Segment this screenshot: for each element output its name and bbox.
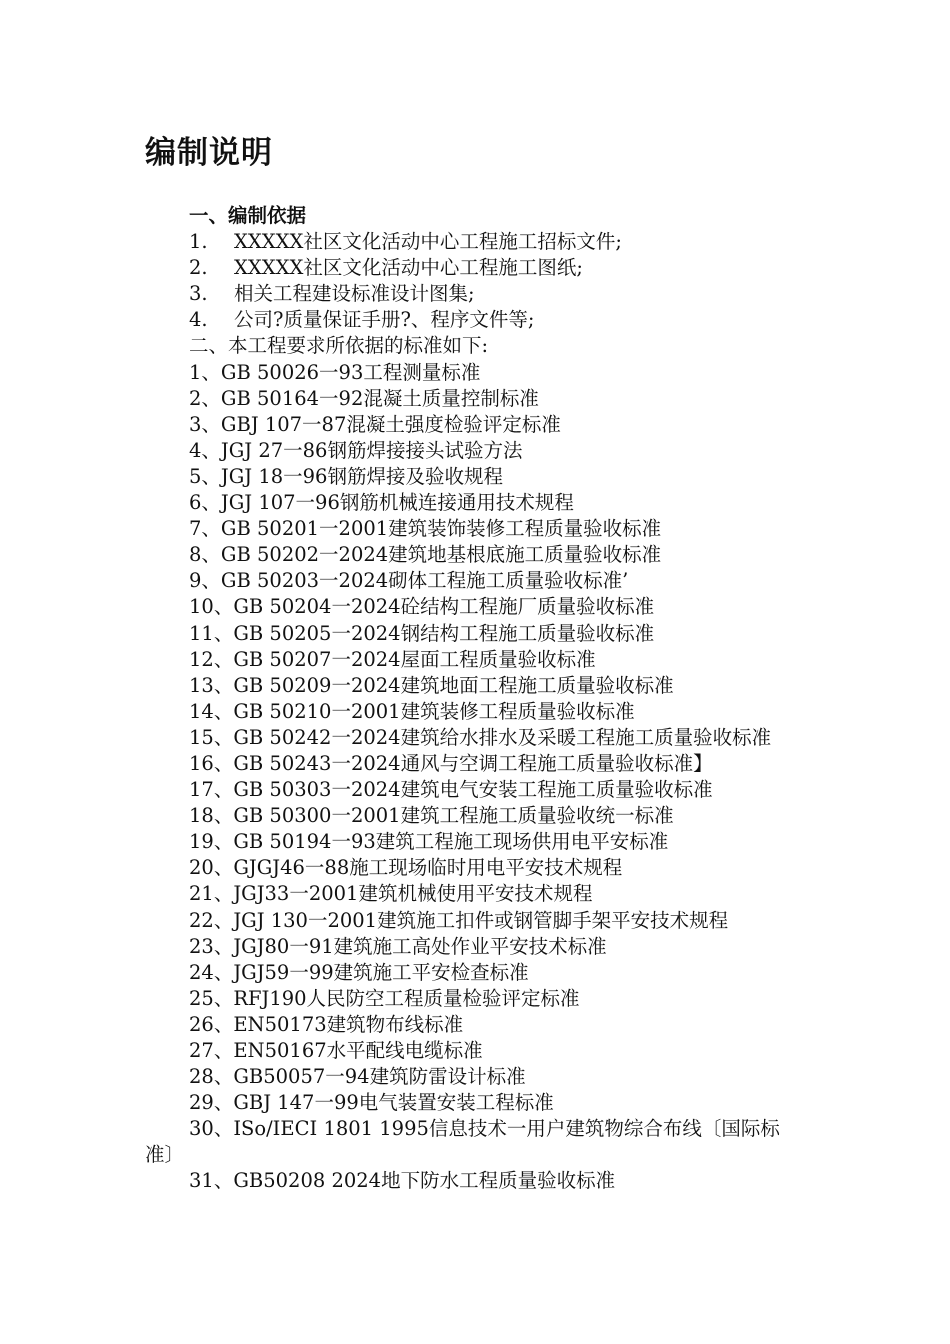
standard-item: 30、ISo/IECI 1801 1995信息技术一用户建筑物综合布线〔国际标准〕 (145, 1117, 780, 1167)
section-heading-basis: 一、编制依据 (189, 204, 307, 227)
standard-item: 1、GB 50026一93工程测量标准 (189, 360, 481, 384)
standard-item: 28、GB50057一94建筑防雷设计标准 (189, 1065, 526, 1089)
page-title: 编制说明 (145, 135, 273, 171)
standard-item: 11、GB 50205一2024钢结构工程施工质量验收标准 (189, 621, 655, 645)
standard-item: 26、EN50173建筑物布线标准 (189, 1012, 464, 1036)
standard-item: 3、GBJ 107一87混凝土强度检验评定标准 (189, 412, 561, 436)
section-heading-standards: 二、本工程要求所依据的标准如下: (189, 334, 489, 358)
list-item: 1. XXXXX社区文化活动中心工程施工招标文件; (189, 230, 622, 254)
standard-item: 12、GB 50207一2024屋面工程质量验收标准 (189, 647, 596, 671)
standard-item: 7、GB 50201一2001建筑装饰装修工程质量验收标准 (189, 517, 662, 541)
document-body (145, 203, 805, 1195)
standard-item: 9、GB 50203一2024砌体工程施工质量验收标准’ (189, 569, 629, 593)
list-item: 4. 公司?质量保证手册?、程序文件等; (189, 308, 535, 332)
standard-item: 15、GB 50242一2024建筑给水排水及采暖工程施工质量验收标准 (189, 725, 772, 749)
standard-item: 21、JGJ33一2001建筑机械使用平安技术规程 (189, 882, 593, 906)
standard-item: 31、GB50208 2024地下防水工程质量验收标准 (189, 1169, 616, 1193)
standard-item: 14、GB 50210一2001建筑装修工程质量验收标准 (189, 699, 635, 723)
standard-item: 20、GJGJ46一88施工现场临时用电平安技术规程 (189, 856, 623, 880)
standard-item: 8、GB 50202一2024建筑地基根底施工质量验收标准 (189, 543, 662, 567)
standard-item: 22、JGJ 130一2001建筑施工扣件或钢管脚手架平安技术规程 (189, 908, 729, 932)
standard-item: 23、JGJ80一91建筑施工高处作业平安技术标准 (189, 934, 607, 958)
standard-item: 25、RFJ190人民防空工程质量检验评定标准 (189, 986, 580, 1010)
standard-item: 4、JGJ 27一86钢筋焊接接头试验方法 (189, 438, 523, 462)
standard-item: 13、GB 50209一2024建筑地面工程施工质量验收标准 (189, 673, 674, 697)
standard-item: 17、GB 50303一2024建筑电气安装工程施工质量验收标准 (189, 778, 713, 802)
standard-item: 29、GBJ 147一99电气装置安装工程标准 (189, 1091, 554, 1115)
standard-item: 10、GB 50204一2024砼结构工程施厂质量验收标准 (189, 595, 655, 619)
list-item: 2. XXXXX社区文化活动中心工程施工图纸; (189, 256, 583, 280)
standard-item: 27、EN50167水平配线电缆标准 (189, 1039, 483, 1062)
standard-item: 24、JGJ59一99建筑施工平安检查标准 (189, 960, 529, 984)
list-item: 3. 相关工程建设标准设计图集; (189, 282, 475, 306)
standard-item: 19、GB 50194一93建筑工程施工现场供用电平安标准 (189, 830, 669, 854)
standard-item: 5、JGJ 18一96钢筋焊接及验收规程 (189, 464, 503, 488)
standard-item: 16、GB 50243一2024通风与空调工程施工质量验收标准】 (189, 751, 713, 775)
standard-item: 6、JGJ 107一96钢筋机械连接通用技术规程 (189, 491, 574, 515)
standard-item: 2、GB 50164一92混凝土质量控制标准 (189, 386, 539, 410)
standard-item: 18、GB 50300一2001建筑工程施工质量验收统一标准 (189, 804, 674, 828)
